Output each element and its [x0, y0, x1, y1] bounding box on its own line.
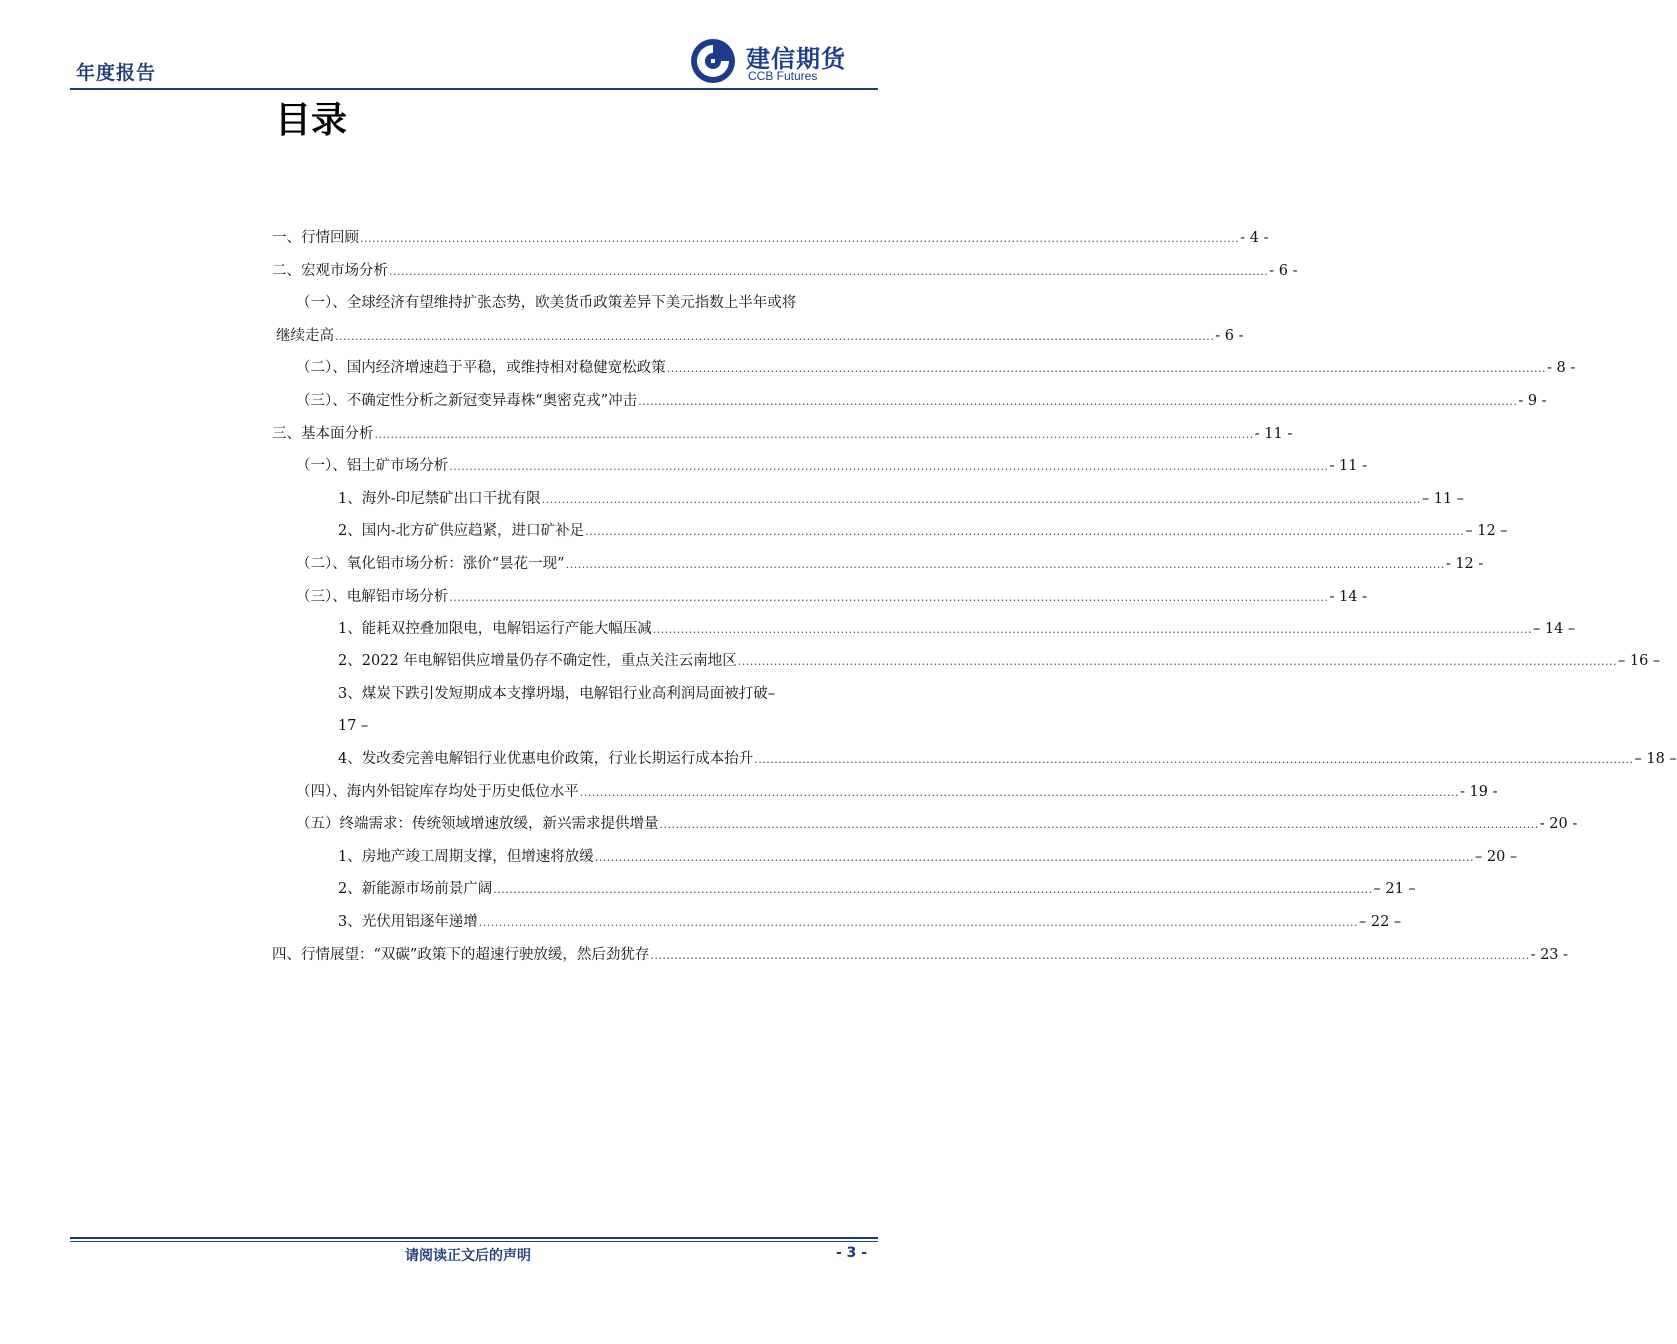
toc-entry[interactable]	[296, 456, 1367, 477]
toc-entry-text: 2、新能源市场前景广阔	[338, 881, 493, 897]
toc-entry[interactable]	[296, 358, 1576, 379]
toc-entry-text: （二）、氧化铝市场分析：涨价“昙花一现”	[296, 556, 565, 572]
toc-entry-page: - 6 -	[1215, 328, 1244, 344]
toc-leader: ............................................................................................................................................................................................................................	[652, 623, 1532, 636]
toc-leader: ............................................................................................................................................................................................................................	[389, 265, 1269, 278]
toc-leader: ............................................................................................................................................................................................................................	[754, 753, 1634, 766]
toc-entry-text: 一、行情回顾	[272, 230, 359, 246]
toc-entry-text: 二、宏观市场分析	[272, 263, 388, 279]
page-title: 目录	[275, 100, 348, 141]
toc-entry-text: 4、发改委完善电解铝行业优惠电价政策，行业长期运行成本抬升	[338, 751, 754, 767]
toc-entry-page: - 11 -	[1254, 426, 1293, 442]
footer-divider-thin	[70, 1241, 878, 1242]
toc-entry-text: 1、能耗双控叠加限电，电解铝运行产能大幅压减	[338, 621, 652, 637]
toc-entry-page: – 12 –	[1465, 523, 1508, 539]
company-logo	[690, 38, 880, 86]
toc-leader: ............................................................................................................................................................................................................................	[594, 851, 1474, 864]
toc-entry-text: （三）、不确定性分析之新冠变异毒株“奥密克戎”冲击	[296, 393, 638, 409]
toc-entry-text: （五）终端需求：传统领域增速放缓，新兴需求提供增量	[296, 816, 659, 832]
toc-entry[interactable]	[272, 228, 1269, 249]
toc-leader: ............................................................................................................................................................................................................................	[360, 232, 1240, 245]
toc-entry[interactable]	[338, 716, 858, 736]
toc-leader: ............................................................................................................................................................................................................................	[585, 525, 1465, 538]
toc-entry-page: – 22 –	[1358, 914, 1402, 930]
toc-leader: ............................................................................................................................................................................................................................	[659, 818, 1539, 831]
toc-entry-text: （三）、电解铝市场分析	[296, 589, 449, 605]
toc-entry-text: 17 –	[338, 718, 369, 734]
toc-entry-text: （一）、全球经济有望维持扩张态势，欧美货币政策差异下美元指数上半年或将	[296, 295, 797, 311]
toc-leader: ............................................................................................................................................................................................................................	[449, 591, 1329, 604]
toc-entry-page: - 9 -	[1518, 393, 1547, 409]
toc-leader: ............................................................................................................................................................................................................................	[666, 362, 1546, 375]
toc-entry-text: 继续走高	[276, 328, 334, 344]
toc-leader: ............................................................................................................................................................................................................................	[650, 949, 1530, 962]
toc-entry[interactable]	[276, 326, 1244, 347]
toc-leader: ............................................................................................................................................................................................................................	[449, 460, 1329, 473]
toc-entry-text: 四、行情展望：“双碳”政策下的超速行驶放缓，然后劲犹存	[272, 947, 650, 963]
toc-entry-page: - 23 -	[1530, 947, 1569, 963]
toc-entry[interactable]	[338, 651, 1661, 672]
toc-entry-page: - 4 -	[1240, 230, 1269, 246]
toc-entry-text: 2、国内-北方矿供应趋紧，进口矿补足	[338, 523, 585, 539]
toc-entry-text: （二）、国内经济增速趋于平稳，或维持相对稳健宽松政策	[296, 360, 666, 376]
toc-entry-text: 1、房地产竣工周期支撑，但增速将放缓	[338, 849, 594, 865]
toc-entry[interactable]	[338, 912, 1402, 933]
toc-leader: ............................................................................................................................................................................................................................	[638, 395, 1518, 408]
toc-entry-page: – 21 –	[1373, 881, 1416, 897]
toc-entry-text: （一）、铝土矿市场分析	[296, 458, 449, 474]
toc-entry-text: 三、基本面分析	[272, 426, 374, 442]
toc-entry[interactable]	[272, 424, 1293, 445]
toc-leader: ............................................................................................................................................................................................................................	[737, 655, 1617, 668]
toc-entry-text: 3、光伏用铝逐年递增	[338, 914, 478, 930]
logo-name-en: CCB Futures	[748, 69, 818, 83]
header-divider	[70, 88, 878, 90]
toc-entry[interactable]	[338, 879, 1416, 900]
toc-leader: ............................................................................................................................................................................................................................	[493, 883, 1373, 896]
toc-entry-page: - 20 -	[1539, 816, 1578, 832]
toc-leader: ............................................................................................................................................................................................................................	[335, 330, 1215, 343]
toc-entry-page: - 12 -	[1445, 556, 1484, 572]
logo-name-cn: 建信期货	[746, 45, 846, 73]
header-title: 年度报告	[76, 62, 157, 84]
toc-entry-page: – 14 –	[1532, 621, 1576, 637]
toc-entry[interactable]	[296, 782, 1498, 803]
toc-entry-page: – 20 –	[1474, 849, 1518, 865]
toc-entry-text: 1、海外-印尼禁矿出口干扰有限	[338, 491, 541, 507]
toc-entry[interactable]	[338, 847, 1518, 868]
toc-entry[interactable]	[338, 521, 1508, 542]
toc-entry-page: – 16 –	[1617, 653, 1661, 669]
toc-leader: ............................................................................................................................................................................................................................	[374, 428, 1254, 441]
toc-entry[interactable]	[296, 587, 1367, 608]
footer-divider	[70, 1237, 878, 1239]
toc-leader: ............................................................................................................................................................................................................................	[579, 786, 1459, 799]
toc-entry-text: （四）、海内外铝锭库存均处于历史低位水平	[296, 784, 579, 800]
toc-leader: ............................................................................................................................................................................................................................	[541, 493, 1421, 506]
toc-entry-text: 2、2022 年电解铝供应增量仍存不确定性，重点关注云南地区	[338, 653, 737, 669]
toc-entry[interactable]	[338, 684, 858, 704]
toc-entry[interactable]	[338, 619, 1576, 640]
toc-entry[interactable]	[296, 293, 858, 313]
toc-entry-page: - 6 -	[1269, 263, 1298, 279]
toc-entry[interactable]	[296, 814, 1578, 835]
toc-entry[interactable]	[272, 945, 1569, 966]
toc-leader: ............................................................................................................................................................................................................................	[478, 916, 1358, 929]
toc-entry-page: - 11 -	[1329, 458, 1367, 474]
toc-entry-page: – 18 –	[1634, 751, 1677, 767]
toc-entry[interactable]	[338, 489, 1465, 510]
toc-entry-page: - 19 -	[1460, 784, 1498, 800]
page-number: - 3 -	[836, 1245, 868, 1261]
toc-entry-text: 3、煤炭下跌引发短期成本支撑坍塌，电解铝行业高利润局面被打破–	[338, 686, 775, 702]
toc-entry-page: – 11 –	[1421, 491, 1465, 507]
toc-entry-page: - 14 -	[1329, 589, 1367, 605]
toc-entry[interactable]	[272, 261, 1298, 282]
footer-disclaimer-note: 请阅读正文后的声明	[405, 1248, 531, 1264]
toc-entry[interactable]	[296, 391, 1547, 412]
toc-entry-page: - 8 -	[1547, 360, 1576, 376]
toc-entry[interactable]	[338, 749, 1677, 770]
toc-leader: ............................................................................................................................................................................................................................	[565, 558, 1445, 571]
toc-entry[interactable]	[296, 554, 1484, 575]
ccb-logo-icon	[690, 38, 736, 84]
